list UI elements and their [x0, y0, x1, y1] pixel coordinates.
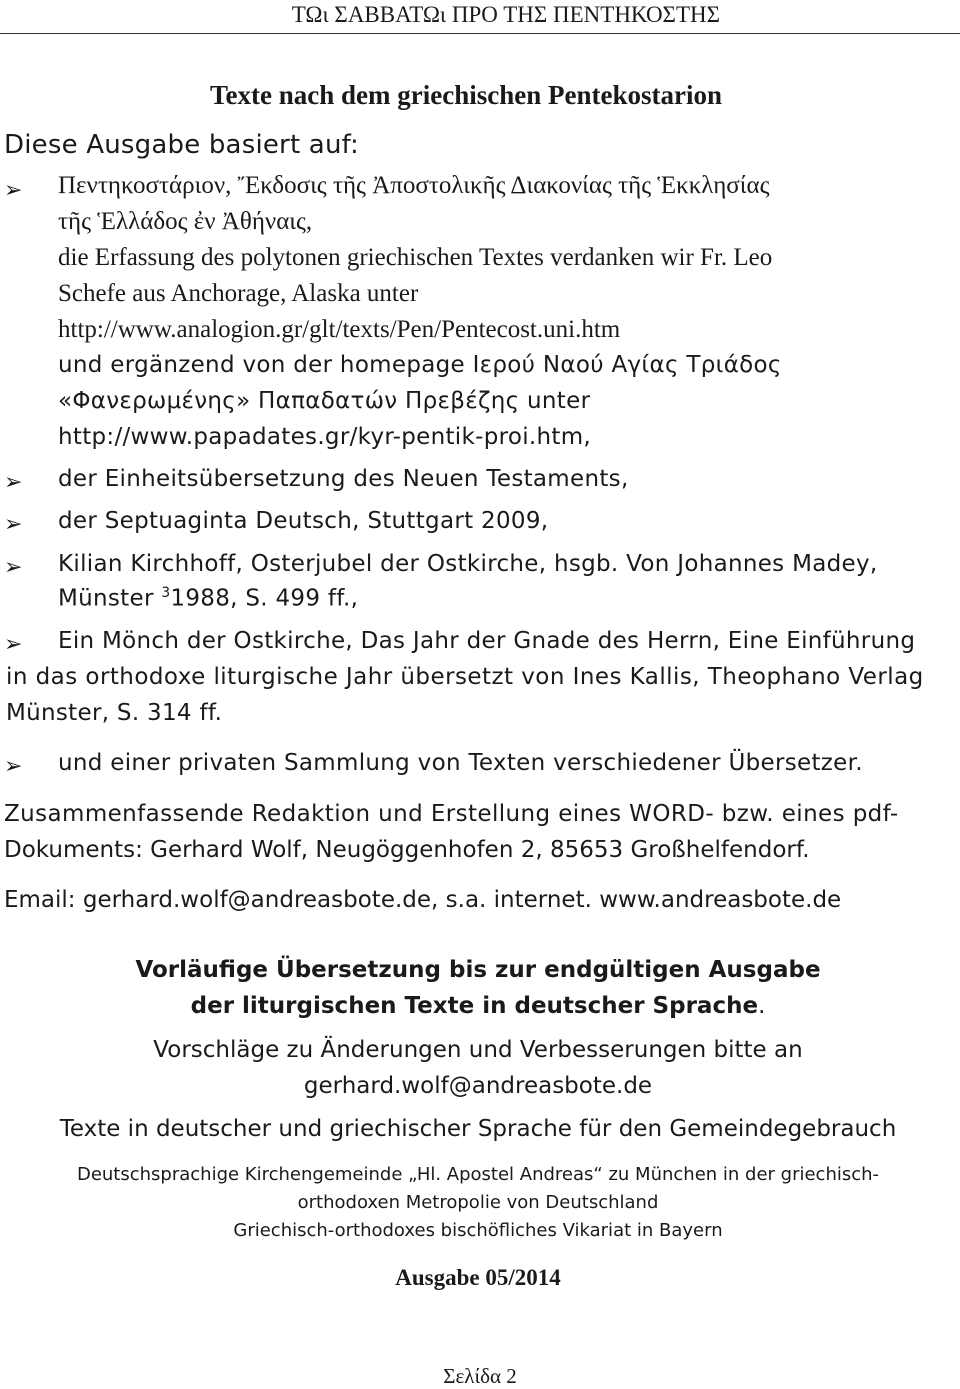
bullet-icon: ➢ — [4, 754, 23, 779]
source-line: Schefe aus Anchorage, Alaska unter — [58, 280, 419, 307]
source-line: Münster, S. 314 ff. — [6, 700, 223, 726]
source-line: der Einheitsübersetzung des Neuen Testaments, — [58, 466, 629, 492]
suggestion-email: gerhard.wolf@andreasbote.de — [303, 1073, 653, 1099]
source-line: und ergänzend von der homepage Ιερού Ναού Αγίας Τριάδος — [58, 352, 782, 378]
bullet-icon: ➢ — [4, 470, 23, 495]
bullet-icon: ➢ — [4, 178, 23, 203]
notice-line: Vorläufige Übersetzung bis zur endgültigen Ausgabe — [135, 957, 821, 983]
based-on-label: Diese Ausgabe basiert auf: — [4, 130, 360, 160]
page-number: Σελίδα 2 — [443, 1364, 517, 1388]
source-line: die Erfassung des polytonen griechischen Textes verdanken wir Fr. Leo — [58, 244, 773, 271]
bullet-icon: ➢ — [4, 555, 23, 580]
header-rule — [0, 33, 960, 34]
source-line: τῆς Ἑλλάδος ἐν Ἀθήναις, — [58, 208, 313, 235]
notice-line: der liturgischen Texte in deutscher Sprache. — [190, 993, 766, 1019]
source-line: und einer privaten Sammlung von Texten verschiedener Übersetzer. — [58, 750, 863, 776]
community-line: orthodoxen Metropolie von Deutschland — [297, 1192, 659, 1213]
document-title: Texte nach dem griechischen Pentekostarion — [210, 80, 722, 110]
community-line: Griechisch-orthodoxes bischöfliches Vikariat in Bayern — [233, 1220, 723, 1241]
source-line: «Φανερωμένης» Παπαδατών Πρεβέζης unter — [58, 388, 591, 414]
edition-label: Ausgabe 05/2014 — [395, 1265, 561, 1290]
bullet-icon: ➢ — [4, 632, 23, 657]
source-line: Πεντηκοστάριον, Ἔκδοσις τῆς Ἀποστολικῆς Διακονίας τῆς Ἑκκλησίας — [58, 172, 770, 199]
usage-line: Texte in deutscher und griechischer Sprache für den Gemeindegebrauch — [59, 1116, 897, 1142]
contact-email: Email: gerhard.wolf@andreasbote.de, s.a. internet. www.andreasbote.de — [4, 887, 842, 913]
editorial-line: Zusammenfassende Redaktion und Erstellung eines WORD- bzw. eines pdf- — [4, 801, 899, 827]
source-line: Münster $^3$1988, S. 499 ff., — [58, 585, 359, 612]
source-line: Kilian Kirchhoff, Osterjubel der Ostkirche, hsgb. Von Johannes Madey, — [58, 551, 878, 577]
suggestion-line: Vorschläge zu Änderungen und Verbesserungen bitte an — [153, 1037, 803, 1063]
source-line: in das orthodoxe liturgische Jahr übersetzt von Ines Kallis, Theophano Verlag — [6, 664, 924, 690]
source-url: http://www.analogion.gr/glt/texts/Pen/Pentecost.uni.htm — [58, 316, 621, 343]
bullet-icon: ➢ — [4, 512, 23, 537]
running-header: ΤΩι ΣΑΒΒΑΤΩι ΠΡΟ ΤΗΣ ΠΕΝΤΗΚΟΣΤΗΣ — [291, 2, 720, 27]
source-url: http://www.papadates.gr/kyr-pentik-proi.htm, — [58, 424, 592, 450]
source-line: der Septuaginta Deutsch, Stuttgart 2009, — [58, 508, 549, 534]
editorial-line: Dokuments: Gerhard Wolf, Neugöggenhofen 2, 85653 Großhelfendorf. — [4, 837, 810, 863]
community-line: Deutschsprachige Kirchengemeinde „Hl. Apostel Andreas“ zu München in der griechisch- — [76, 1164, 880, 1185]
source-line: Ein Mönch der Ostkirche, Das Jahr der Gnade des Herrn, Eine Einführung — [58, 628, 916, 654]
